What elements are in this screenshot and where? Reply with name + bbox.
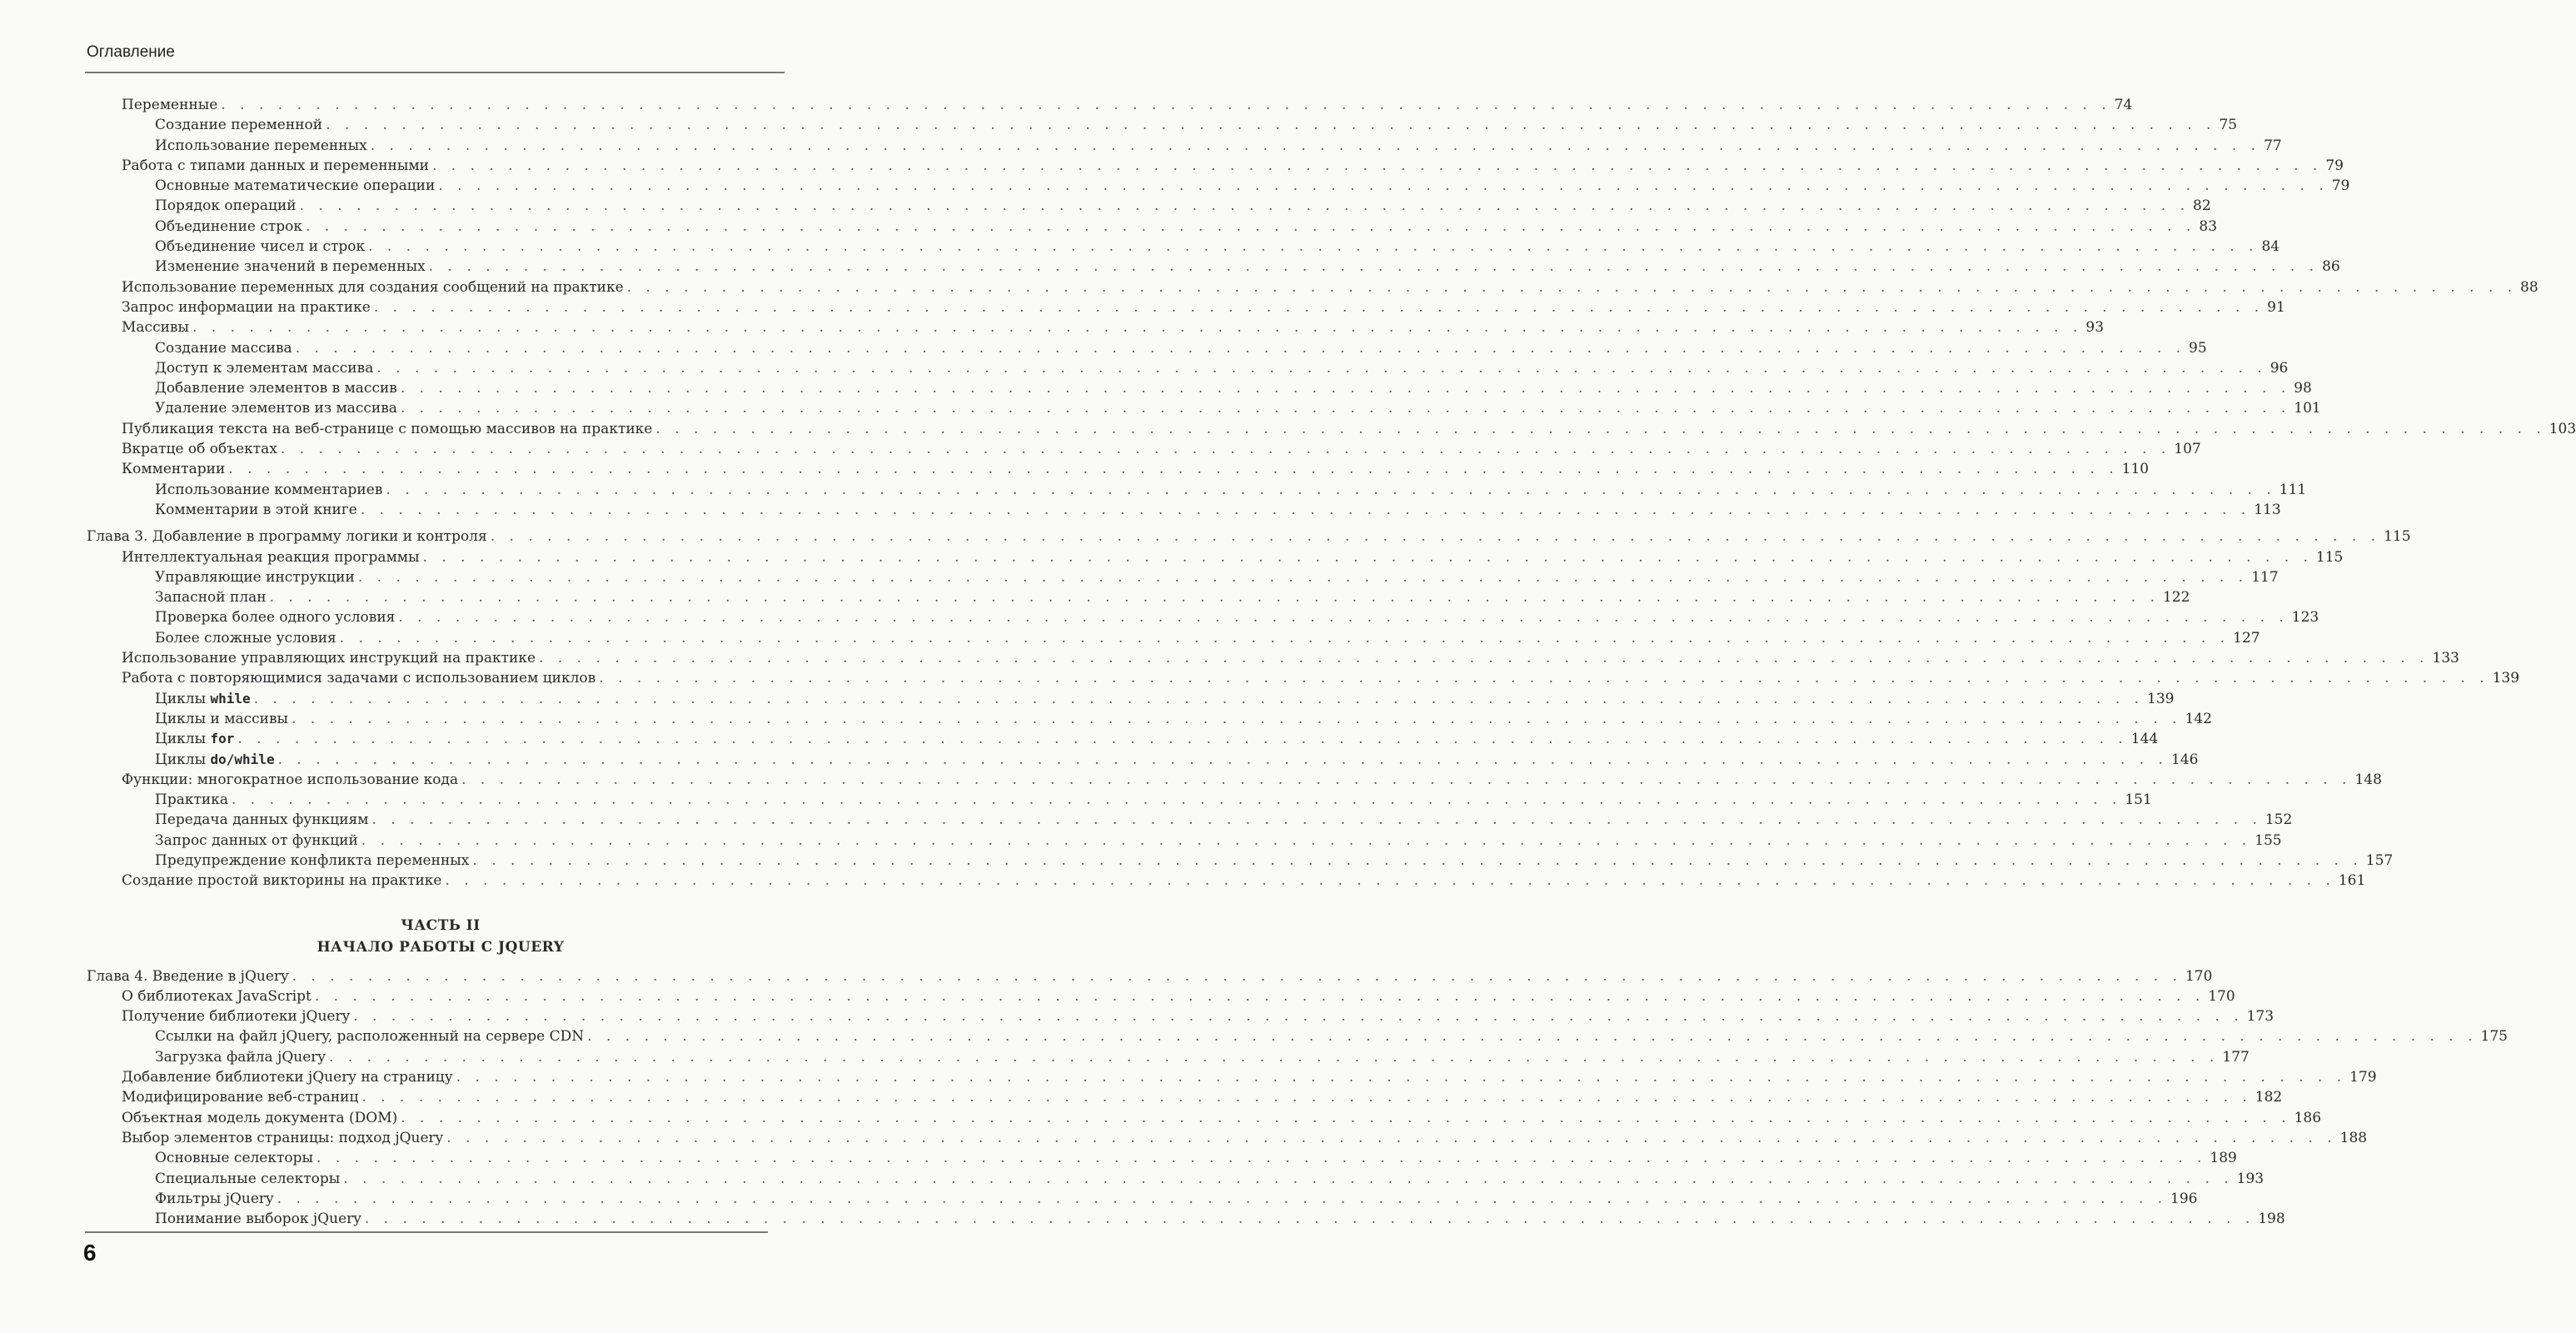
dot-leader [587,1026,2477,1046]
toc-entry-page: 193 [2236,1170,2265,1187]
toc-entry-title [122,1067,453,1087]
toc-entry-page: 75 [2219,117,2238,134]
toc-entry-page: 157 [2365,851,2394,869]
dot-leader [371,136,2260,156]
toc-entry [0,196,2211,216]
toc-entry-text: Модифицирование веб-страниц [122,1089,359,1106]
toc-entry-text: Управляющие инструкции [155,568,355,586]
toc-entry-title [155,257,426,277]
toc-entry-page: 101 [2294,400,2321,417]
dot-leader [340,628,2230,648]
toc-entry-title [122,439,277,459]
toc-entry-title [155,729,234,749]
toc-entry-code: for [210,731,235,747]
toc-entry-text: Создание простой викторины на практике [122,872,442,890]
toc-entry [0,459,2150,479]
toc-entry-text: Передача данных функциям [155,811,369,829]
toc-entry-text: Предупреждение конфликта переменных [155,851,470,869]
toc-entry-text: Вкратце об объектах [122,441,277,458]
toc-entry-page: 182 [2255,1089,2283,1106]
toc-entry-title [87,527,487,547]
dot-leader [386,480,2275,500]
toc-entry [0,1128,2368,1148]
toc-entry [0,1108,2322,1128]
toc-entry [0,217,2218,237]
dot-leader [429,257,2319,277]
toc-entry [0,547,2344,567]
toc-entry-page: 148 [2354,771,2382,788]
toc-entry [0,810,2293,830]
dot-leader [371,810,2261,830]
toc-section-c [0,966,2508,1230]
toc-entry-title [155,398,397,418]
dot-leader [281,439,2170,459]
toc-entry [0,770,2382,790]
table-of-contents [0,95,2576,1229]
toc-entry-page: 146 [2170,751,2199,768]
toc-entry [0,1209,2285,1229]
toc-entry-title [122,459,225,479]
toc-entry [0,156,2344,176]
toc-entry-text: Удаление элементов из массива [155,400,397,417]
dot-leader [306,217,2195,237]
dot-leader [270,587,2160,607]
toc-entry [0,115,2238,135]
toc-entry-title [122,1087,358,1107]
toc-entry [0,176,2350,196]
running-header: Оглавление [87,43,175,61]
toc-entry [0,500,2281,520]
toc-entry [0,257,2340,277]
toc-entry-text: Комментарии [122,461,226,478]
toc-entry-text: Использование переменных [155,137,367,154]
toc-entry [0,607,2319,627]
dot-leader [446,1128,2336,1148]
toc-entry-page: 144 [2130,731,2159,748]
toc-entry-title [155,480,382,500]
toc-entry-page: 96 [2270,359,2289,377]
dot-leader [221,95,2110,115]
toc-entry-title [122,297,371,317]
toc-entry [0,750,2199,770]
dot-leader [296,338,2185,358]
toc-entry-title [155,790,228,810]
toc-entry [0,358,2289,378]
dot-leader [277,1189,2167,1209]
dot-leader [401,398,2290,418]
toc-entry [0,317,2105,337]
toc-entry-title [155,1026,584,1046]
toc-entry-text: Объединение строк [155,217,303,235]
toc-entry [0,986,2235,1006]
toc-entry-text: Понимание выборок jQuery [155,1211,361,1228]
toc-entry-page: 127 [2233,629,2260,647]
toc-entry-page: 117 [2251,568,2279,586]
section-gap [0,891,848,915]
toc-entry-page: 170 [2208,987,2235,1005]
toc-entry [0,648,2459,668]
part-title: НАЧАЛО РАБОТЫ С JQUERY [316,938,565,956]
header-rule [85,72,785,73]
toc-entry-title [122,547,420,567]
toc-entry-title [155,176,435,196]
toc-entry-text: Проверка более одного условия [155,609,396,627]
dot-leader [232,790,2121,810]
toc-entry-title [155,136,367,156]
toc-entry-title [122,1128,443,1148]
toc-entry-title [122,1108,397,1128]
toc-entry [0,851,2394,871]
dot-leader [401,1108,2290,1128]
dot-leader [353,1006,2243,1026]
toc-entry-text: Изменение значений в переменных [155,258,426,276]
dot-leader [423,547,2313,567]
toc-entry [0,338,2207,358]
toc-entry-page: 113 [2254,501,2281,518]
toc-entry-page: 79 [2325,157,2344,174]
dot-leader [472,851,2362,871]
toc-entry-title [155,567,355,587]
toc-entry [0,1169,2265,1189]
toc-entry [0,378,2312,398]
toc-entry-text: Циклы [155,690,211,707]
dot-leader [254,689,2144,709]
toc-entry-page: 179 [2349,1069,2377,1086]
toc-entry [0,689,2175,709]
toc-entry-title [155,709,288,729]
toc-entry-title [122,277,624,297]
toc-entry-title [122,95,217,115]
toc-entry-title [155,338,292,358]
toc-entry-title [155,628,336,648]
toc-entry-title [122,648,536,668]
toc-entry-page: 107 [2174,441,2201,458]
toc-entry-page: 95 [2189,339,2207,357]
toc-entry-page: 82 [2193,197,2211,215]
toc-entry [0,831,2282,851]
toc-entry-page: 84 [2261,238,2280,256]
toc-entry [0,709,2212,729]
toc-entry-text: Основные селекторы [155,1150,314,1167]
toc-entry [0,790,2152,810]
dot-leader [432,156,2322,176]
toc-entry-page: 122 [2162,589,2190,607]
dot-leader [361,831,2251,851]
toc-entry [0,237,2280,257]
toc-entry-text: Функции: многократное использование кода [122,771,459,788]
toc-entry-page: 175 [2480,1028,2508,1046]
toc-entry-text: Запрос информации на практике [122,298,371,316]
dot-leader [491,527,2380,547]
toc-entry-text: Работа с типами данных и переменными [122,157,429,174]
toc-entry-title [155,750,275,770]
toc-entry-text: Массивы [122,319,190,337]
toc-entry-page: 170 [2185,967,2213,985]
toc-entry-title [155,217,302,237]
toc-entry [0,136,2282,156]
toc-entry-page: 79 [2331,177,2350,195]
toc-entry [0,1047,2250,1067]
dot-leader [326,115,2215,135]
toc-entry-page: 196 [2170,1190,2198,1207]
toc-entry [0,1148,2237,1168]
toc-entry-text: Использование комментариев [155,481,383,498]
dot-leader [300,196,2190,216]
toc-entry [0,871,2366,891]
toc-entry [0,419,2576,439]
toc-entry [0,628,2260,648]
toc-entry-page: 110 [2121,461,2150,478]
toc-entry-text: Циклы [155,751,211,768]
toc-entry-page: 152 [2265,811,2293,829]
toc-entry-page: 188 [2339,1129,2368,1146]
toc-entry [0,1067,2377,1087]
toc-entry-text: Запрос данных от функций [155,831,358,849]
toc-entry-title [155,1189,274,1209]
toc-entry-title [155,1169,340,1189]
toc-entry-page: 161 [2338,872,2366,890]
toc-entry-page: 177 [2222,1048,2250,1066]
toc-entry-title [155,1047,326,1067]
toc-entry-title [155,1148,313,1168]
toc-entry-page: 142 [2185,710,2212,727]
toc-entry-page: 83 [2199,217,2218,235]
toc-entry [0,277,2539,297]
toc-entry-page: 139 [2147,690,2175,707]
toc-entry-page: 139 [2492,670,2520,687]
toc-entry [0,1026,2508,1046]
dot-leader [627,277,2517,297]
dot-leader [368,237,2258,257]
toc-entry-text: Публикация текста на веб-странице с помощью массивов на практике [122,420,653,437]
toc-entry-page: 151 [2125,791,2152,809]
dot-leader [329,1047,2219,1067]
dot-leader [365,1209,2255,1229]
toc-entry-text: Фильтры jQuery [155,1190,274,1207]
dot-leader [398,607,2288,627]
dot-leader [456,1067,2346,1087]
toc-entry-page: 93 [2085,319,2105,337]
toc-entry-text: Доступ к элементам массива [155,359,374,377]
dot-leader [438,176,2328,196]
dot-leader [539,648,2429,668]
toc-entry [0,668,2520,688]
dot-leader [401,378,2290,398]
toc-section-a [0,95,2576,520]
toc-entry-title [122,986,311,1006]
toc-entry-text: Получение библиотеки jQuery [122,1008,351,1026]
toc-entry-text: Циклы и массивы [155,710,289,727]
toc-entry-page: 115 [2315,548,2344,566]
dot-leader [599,668,2489,688]
toc-entry-text: Переменные [122,97,218,113]
dot-leader [278,750,2168,770]
toc-entry-title [155,831,358,851]
toc-entry-title [122,770,458,790]
toc-entry-text: Объектная модель документа (DOM) [122,1109,398,1126]
toc-entry [0,527,2411,547]
toc-entry-text: Основные математические операции [155,177,436,195]
section-gap [0,520,848,527]
dot-leader [292,966,2182,986]
toc-entry [0,1189,2198,1209]
toc-entry-text: Практика [155,791,228,809]
toc-entry-title [122,419,652,439]
toc-entry-text: Более сложные условия [155,629,336,647]
toc-entry-page: 86 [2322,258,2340,276]
toc-entry [0,1087,2283,1107]
toc-entry-text: Порядок операций [155,197,296,215]
toc-entry [0,398,2321,418]
toc-entry-title [155,607,395,627]
page-number: 6 [83,1240,97,1266]
dot-leader [361,500,2250,520]
toc-entry-page: 155 [2255,831,2282,849]
dot-leader [291,709,2181,729]
toc-entry-text: Объединение чисел и строк [155,238,366,256]
toc-entry-title [122,317,189,337]
toc-entry-text: Комментарии в этой книге [155,501,357,518]
toc-entry-page: 91 [2267,298,2285,316]
toc-entry-code: while [210,690,251,706]
toc-entry-text: Работа с повторяющимися задачами с использованием циклов [122,670,596,687]
toc-entry-text: Глава 4. Введение в jQuery [87,967,289,985]
toc-entry-title [155,378,397,398]
toc-entry-code: do/while [210,751,275,767]
footer-rule [85,1231,768,1233]
toc-entry-page: 103 [2549,420,2576,437]
dot-leader [228,459,2118,479]
toc-entry-page: 74 [2114,97,2133,113]
toc-entry-title [122,668,595,688]
toc-section-b [0,527,2520,891]
toc-entry-text: Загрузка файла jQuery [155,1048,326,1066]
toc-entry-text: Запасной план [155,589,267,607]
toc-entry [0,966,2213,986]
toc-entry-page: 98 [2294,380,2312,397]
toc-entry [0,95,2133,115]
toc-entry [0,480,2307,500]
toc-entry-text: О библиотеках JavaScript [122,987,311,1005]
toc-entry-page: 115 [2384,528,2411,546]
dot-leader [315,986,2205,1006]
toc-entry-page: 77 [2264,137,2282,154]
toc-entry-title [155,196,296,216]
toc-entry-title [155,689,251,709]
toc-entry-title [155,358,373,378]
toc-entry [0,729,2159,749]
toc-entry-title [122,1006,350,1026]
toc-entry-title [155,1209,361,1229]
toc-entry-text: Создание массива [155,339,292,357]
toc-entry-title [87,966,289,986]
dot-leader [374,297,2264,317]
dot-leader [461,770,2351,790]
toc-entry-page: 186 [2294,1109,2322,1126]
toc-entry-page: 88 [2520,278,2539,296]
dot-leader [343,1169,2233,1189]
dot-leader [376,358,2266,378]
dot-leader [316,1148,2206,1168]
toc-entry-text: Выбор элементов страницы: подход jQuery [122,1129,444,1146]
toc-entry-text: Добавление библиотеки jQuery на страницу [122,1069,453,1086]
toc-entry-title [122,871,442,891]
part-number: ЧАСТЬ II [401,916,481,934]
dot-leader [361,1087,2251,1107]
toc-entry-text: Добавление элементов в массив [155,380,397,397]
toc-entry-page: 123 [2291,609,2319,627]
toc-entry-page: 111 [2279,481,2307,498]
toc-entry-title [155,115,322,135]
toc-entry-page: 198 [2258,1211,2285,1228]
toc-entry-text: Ссылки на файл jQuery, расположенный на сервере CDN [155,1028,585,1046]
toc-entry [0,587,2190,607]
toc-entry-title [155,500,357,520]
dot-leader [655,419,2545,439]
toc-entry-page: 189 [2210,1150,2237,1167]
toc-entry-text: Глава 3. Добавление в программу логики и контроля [87,528,487,546]
dot-leader [192,317,2082,337]
toc-entry-text: Специальные селекторы [155,1170,341,1187]
toc-entry-title [155,237,365,257]
toc-entry-title [155,851,469,871]
toc-entry-text: Использование переменных для создания сообщений на практике [122,278,624,296]
toc-entry-title [155,587,267,607]
toc-entry-page: 133 [2432,650,2459,667]
toc-entry-text: Интеллектуальная реакция программы [122,548,420,566]
toc-entry-text: Создание переменной [155,117,323,134]
toc-entry [0,1006,2275,1026]
toc-entry [0,297,2285,317]
dot-leader [237,729,2127,749]
toc-entry-title [155,810,368,830]
dot-leader [446,871,2335,891]
toc-entry [0,567,2279,587]
toc-entry-page: 173 [2246,1008,2275,1026]
dot-leader [358,567,2248,587]
toc-entry-text: Использование управляющих инструкций на практике [122,650,536,667]
toc-entry-text: Циклы [155,731,211,748]
toc-entry [0,439,2201,459]
part-heading [0,915,848,966]
toc-entry-title [122,156,429,176]
